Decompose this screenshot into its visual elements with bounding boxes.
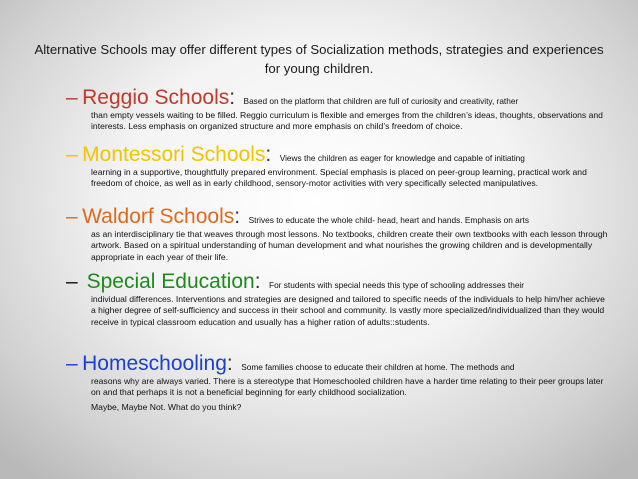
item-heading-line xyxy=(66,205,611,229)
item-lead-text: Some families choose to educate their children at home. The methods and xyxy=(241,362,515,372)
slide-title: Alternative Schools may offer different types of Socialization methods, strategies and experiences for young children. xyxy=(34,42,604,76)
item-closing-question: Maybe, Maybe Not. What do you think? xyxy=(91,401,242,412)
heading-colon: : xyxy=(226,352,233,375)
item-body-text: than empty vessels waiting to be filled. Reggio curriculum is flexible and emerges from the children’s ideas, thoughts, observations and interests. Less emphasis on organized structure and more emphasis on child’s freedom of choice. xyxy=(91,110,603,132)
item-heading: Reggio Schools xyxy=(82,86,230,109)
list-item-special-education xyxy=(66,270,611,328)
dash-marker: – xyxy=(66,86,78,109)
item-lead-text: Views the children as eager for knowledge and capable of initiating xyxy=(279,153,525,163)
item-heading-line xyxy=(66,352,611,376)
item-heading: Homeschooling xyxy=(82,352,227,375)
item-heading: Montessori Schools xyxy=(82,143,266,166)
dash-marker: – xyxy=(66,352,78,375)
list-item-montessori xyxy=(66,143,611,190)
item-body-text: as an interdisciplinary tie that weaves through most lessons. No textbooks, children create their own textbooks with each lesson through artwork. Based on a spiritual understanding of human development and what nourishes the growing children and is developmentally appropriate in each year of their life. xyxy=(91,229,608,262)
heading-colon: : xyxy=(234,205,241,228)
list-item-homeschooling xyxy=(66,352,611,413)
heading-colon: : xyxy=(265,143,272,166)
dash-marker: – xyxy=(66,205,78,228)
item-heading: Special Education xyxy=(86,270,255,293)
item-lead-text: Based on the platform that children are full of curiosity and creativity, rather xyxy=(243,96,519,106)
heading-colon: : xyxy=(229,86,236,109)
list-item-reggio xyxy=(66,86,611,133)
list-item-waldorf xyxy=(66,205,611,263)
item-heading-line xyxy=(66,143,611,167)
dash-marker: – xyxy=(66,270,78,293)
item-heading: Waldorf Schools xyxy=(82,205,235,228)
item-lead-text: Strives to educate the whole child- head, heart and hands. Emphasis on arts xyxy=(248,215,529,225)
item-body-text: individual differences. Interventions and strategies are designed and tailored to specific needs of the individuals to help him/her achieve a higher degree of self-sufficiency and success in their school and community. Is vastly more specialized/individualized than they would receive in typical classroom education and usually has a higher ration of adults::students. xyxy=(91,294,605,327)
dash-marker: – xyxy=(66,143,78,166)
item-lead-text: For students with special needs this type of schooling addresses their xyxy=(269,280,525,290)
heading-colon: : xyxy=(254,270,261,293)
item-body-text: learning in a supportive, thoughtfully prepared environment. Special emphasis is placed on peer-group learning, practical work and freedom of choice, as well as in early childhood, sensory-motor activities with very specifically selected manipulatives. xyxy=(91,167,587,189)
item-body-text: reasons why are always varied. There is a stereotype that Homeschooled children have a harder time relating to their peer groups later on and that perhaps it is not a beneficial beginning for early childhood socialization. xyxy=(91,376,604,398)
item-heading-line xyxy=(66,270,611,294)
item-heading-line xyxy=(66,86,611,110)
